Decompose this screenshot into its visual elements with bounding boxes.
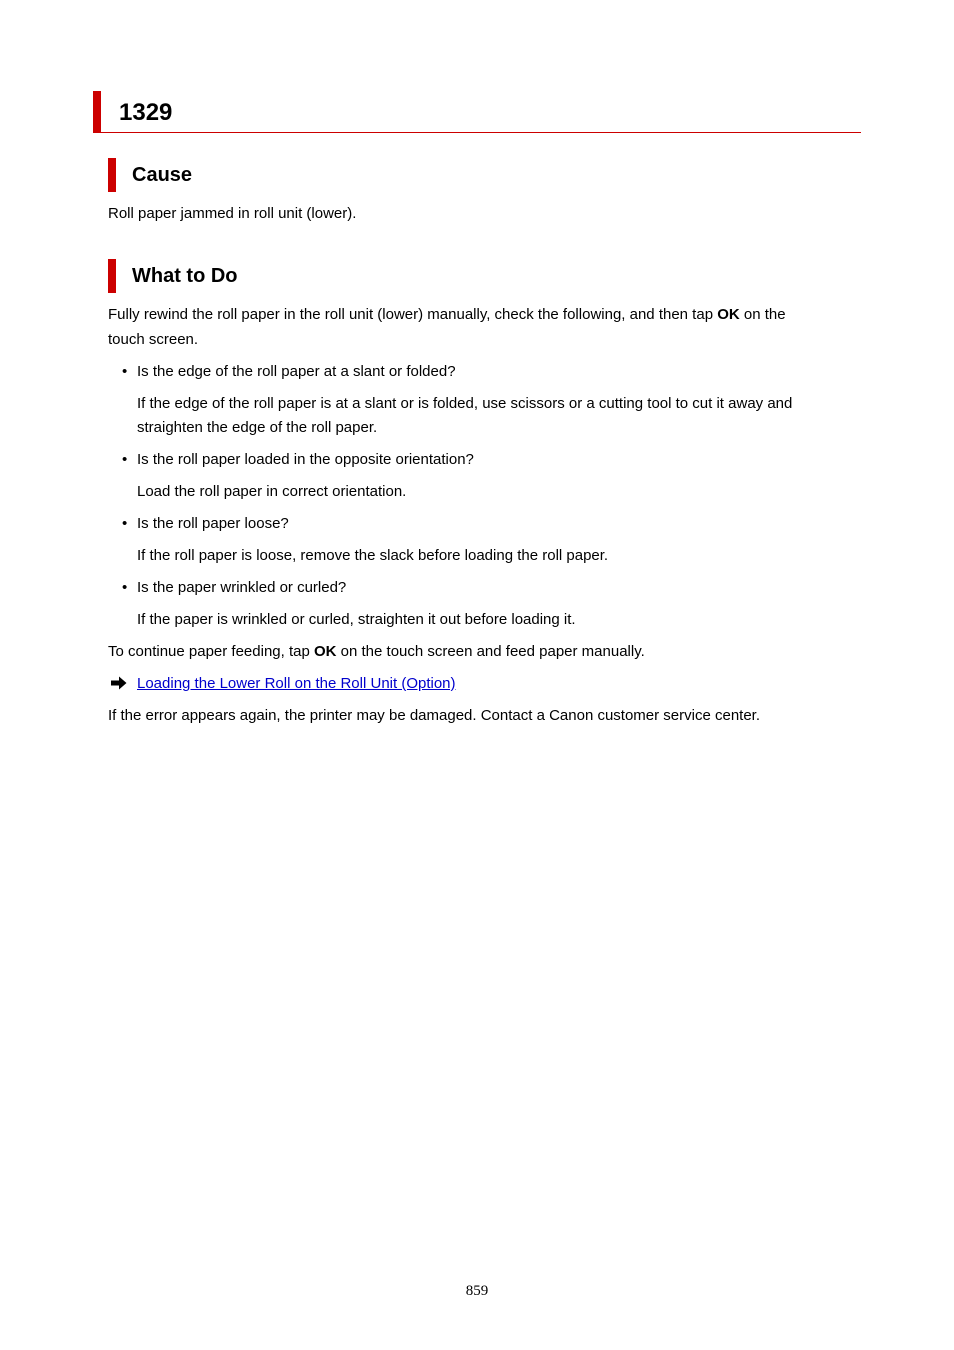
cause-text: Roll paper jammed in roll unit (lower). [108,205,357,222]
continue-ok-bold: OK [314,643,337,660]
heading-accent-bar [108,259,116,293]
intro-paragraph-line1 [108,302,853,327]
heading-accent-bar [93,91,101,133]
check-item-answer: straighten the edge of the roll paper. [137,419,378,436]
main-heading [93,91,861,133]
arrow-right-icon [110,674,128,692]
intro-paragraph-line2: touch screen. [108,331,199,348]
check-item-question: Is the roll paper loaded in the opposite orientation? [137,451,474,468]
intro-text-a: Fully rewind the roll paper in the roll unit (lower) manually, check the following, and then tap [108,306,718,323]
check-item-question: Is the edge of the roll paper at a slant or folded? [137,363,456,380]
related-link-line [137,671,882,696]
loading-lower-roll-link[interactable]: Loading the Lower Roll on the Roll Unit (Option) [137,675,456,692]
what-to-do-title: What to Do [132,265,238,287]
bullet-icon: • [122,363,128,380]
continue-paragraph [108,639,853,664]
bullet-icon: • [122,451,128,468]
closing-paragraph: If the error appears again, the printer may be damaged. Contact a Canon customer service center. [108,707,761,724]
page-title: 1329 [119,99,173,126]
check-item-answer: If the paper is wrinkled or curled, straighten it out before loading it. [137,611,576,628]
bullet-icon: • [122,579,128,596]
check-item-answer: If the edge of the roll paper is at a slant or is folded, use scissors or a cutting tool to cut it away and [137,395,793,412]
check-item-question: Is the paper wrinkled or curled? [137,579,347,596]
continue-text-a: To continue paper feeding, tap [108,643,314,660]
intro-text-b: on the [739,306,786,323]
check-item-answer: If the roll paper is loose, remove the slack before loading the roll paper. [137,547,609,564]
check-item-answer: Load the roll paper in correct orientation. [137,483,407,500]
cause-title: Cause [132,164,193,186]
page-number: 859 [465,1283,489,1299]
bullet-icon: • [122,515,128,532]
continue-text-b: on the touch screen and feed paper manually. [336,643,645,660]
heading-accent-bar [108,158,116,192]
intro-ok-bold: OK [717,306,740,323]
check-item-question: Is the roll paper loose? [137,515,289,532]
